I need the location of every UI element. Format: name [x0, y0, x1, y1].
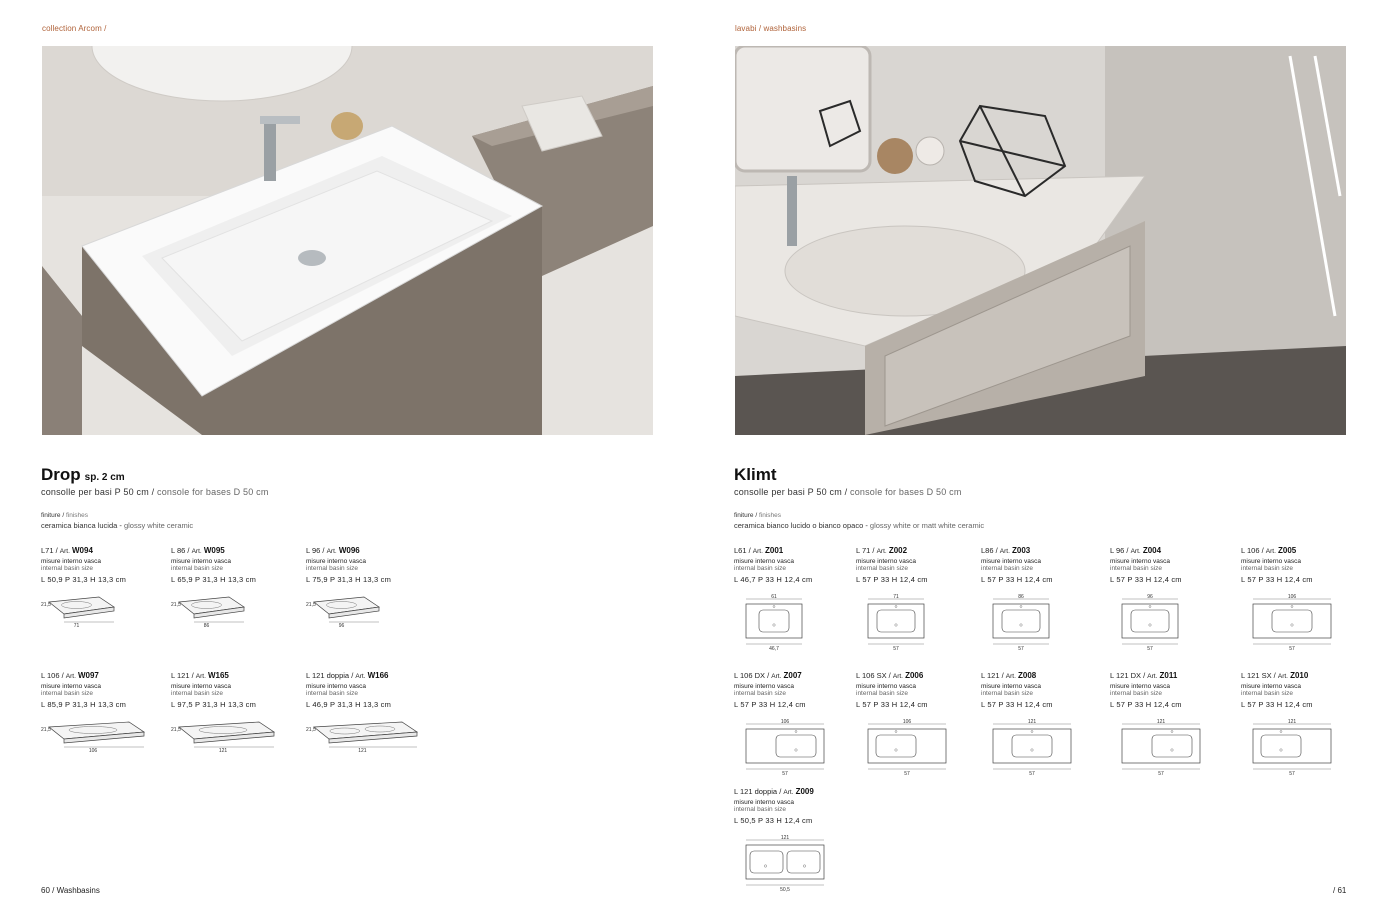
basin-width-label: 96: [1147, 594, 1153, 600]
basin-size-label: L 121 doppia: [306, 671, 350, 680]
basin-measure-en: internal basin size: [1110, 565, 1163, 572]
basin-width-label: 61: [771, 594, 777, 600]
basin-code: L 106 SX / Art. Z006: [856, 671, 924, 680]
basin-width-label: 106: [88, 748, 98, 754]
art-number: Z003: [1012, 546, 1031, 555]
basin-code: L 71 / Art. Z002: [856, 546, 908, 555]
art-number: W095: [203, 546, 225, 555]
basin-width-label: 121: [1156, 719, 1166, 725]
basin-item: [171, 671, 291, 759]
basin-width-label: 121: [358, 748, 367, 754]
photo-drop-washbasin: [42, 46, 653, 435]
basin-measure-it: misure interno vasca: [981, 683, 1041, 690]
basin-size-label: L86: [981, 546, 994, 555]
basin-item: [1241, 546, 1361, 654]
basin-drawing: [41, 719, 156, 759]
art-prefix: Art.: [771, 673, 782, 680]
basin-width-label: 121: [218, 748, 228, 754]
basin-measure-en: internal basin size: [856, 565, 909, 572]
klimt-title: [734, 465, 777, 485]
right-section-label: lavabi / washbasins: [735, 24, 807, 33]
basin-measure-it: misure interno vasca: [734, 683, 794, 690]
basin-dimensions: L 57 P 33 H 12,4 cm: [1241, 575, 1313, 584]
basin-size-label: L 106: [1241, 546, 1260, 555]
klimt-console: consolle per basi P 50 cm / console for bases D 50 cm: [734, 487, 962, 497]
basin-measure-it: misure interno vasca: [1110, 558, 1170, 565]
drop-finish-en: glossy white ceramic: [123, 521, 194, 530]
basin-depth-label: 21,5: [306, 727, 316, 733]
basin-item: [856, 671, 976, 779]
art-number: Z004: [1142, 546, 1162, 555]
basin-size-label: L 121: [981, 671, 1000, 680]
art-number: Z001: [765, 546, 784, 555]
basin-size-label: L61: [734, 546, 747, 555]
drop-console-en: console for bases D 50 cm: [157, 487, 269, 497]
basin-dimensions: L 57 P 33 H 12,4 cm: [981, 700, 1053, 709]
basin-width-label: 121: [1027, 719, 1037, 725]
basin-drawing: [1110, 594, 1210, 654]
art-prefix: Art.: [1147, 673, 1158, 680]
basin-size-label: L 121: [171, 671, 190, 680]
art-prefix: Art.: [892, 673, 903, 680]
basin-inner-label: 57: [893, 646, 899, 652]
art-number: Z006: [905, 671, 924, 680]
basin-code: L 106 DX / Art. Z007: [734, 671, 802, 680]
basin-measure-en: internal basin size: [981, 565, 1034, 572]
basin-drawing: [856, 594, 956, 654]
basin-dimensions: L 57 P 33 H 12,4 cm: [1110, 575, 1182, 584]
basin-measure-it: misure interno vasca: [856, 558, 916, 565]
basin-size-label: L 96: [1110, 546, 1125, 555]
basin-size-label: L 96: [306, 546, 321, 555]
basin-width-label: 86: [1018, 594, 1024, 600]
basin-inner-label: 57: [1018, 646, 1024, 652]
art-prefix: Art.: [65, 673, 76, 680]
basin-code: L 86 / Art. W095: [171, 546, 225, 555]
basin-measure-it: misure interno vasca: [1241, 683, 1301, 690]
art-number: W097: [77, 671, 99, 680]
art-prefix: Art.: [1277, 673, 1288, 680]
art-number: Z009: [795, 787, 814, 796]
basin-drawing: [981, 719, 1081, 779]
basin-drawing: [1110, 719, 1210, 779]
basin-depth-label: 21,5: [41, 727, 51, 733]
basin-dimensions: L 57 P 33 H 12,4 cm: [981, 575, 1053, 584]
drop-console: consolle per basi P 50 cm / console for bases D 50 cm: [41, 487, 269, 497]
drop-finish: ceramica bianca lucida - glossy white ceramic: [41, 521, 194, 530]
basin-item: [734, 787, 854, 895]
basin-item: [41, 546, 161, 634]
basin-measure-it: misure interno vasca: [856, 683, 916, 690]
drop-title-suffix: sp. 2 cm: [84, 472, 125, 483]
basin-code: L 121 SX / Art. Z010: [1241, 671, 1309, 680]
basin-drawing: [306, 594, 421, 634]
basin-dimensions: L 97,5 P 31,3 H 13,3 cm: [171, 700, 257, 709]
basin-item: [306, 671, 426, 759]
basin-measure-en: internal basin size: [306, 565, 359, 572]
basin-item: [734, 546, 854, 654]
basin-size-label: L 106: [41, 671, 60, 680]
basin-drawing: [734, 835, 834, 895]
basin-measure-en: internal basin size: [171, 565, 224, 572]
basin-dimensions: L 50,9 P 31,3 H 13,3 cm: [41, 575, 127, 584]
art-number: Z011: [1159, 671, 1178, 680]
art-prefix: Art.: [355, 673, 366, 680]
basin-size-label: L 121 doppia: [734, 787, 778, 796]
basin-measure-en: internal basin size: [856, 690, 909, 697]
art-number: W166: [367, 671, 389, 680]
left-footer: 60 / Washbasins: [41, 886, 100, 895]
basin-drawing: [306, 719, 421, 759]
basin-code: L 106 / Art. Z005: [1241, 546, 1297, 555]
basin-dimensions: L 75,9 P 31,3 H 13,3 cm: [306, 575, 392, 584]
drop-title: [41, 465, 125, 485]
basin-width-label: 71: [893, 594, 899, 600]
basin-measure-en: internal basin size: [1110, 690, 1163, 697]
basin-code: L 106 / Art. W097: [41, 671, 99, 680]
basin-size-label: L 71: [856, 546, 871, 555]
klimt-finish-head-en: finishes: [758, 512, 781, 519]
drop-finish-it: ceramica bianca lucida: [41, 521, 118, 530]
basin-size-label: L 106 SX: [856, 671, 887, 680]
basin-code: L 121 doppia / Art. W166: [306, 671, 389, 680]
basin-width-label: 106: [902, 719, 912, 725]
basin-measure-en: internal basin size: [981, 690, 1034, 697]
basin-measure-en: internal basin size: [1241, 690, 1294, 697]
basin-width-label: 86: [203, 623, 210, 629]
drop-console-it: consolle per basi P 50 cm: [41, 487, 149, 497]
klimt-console-en: console for bases D 50 cm: [850, 487, 962, 497]
basin-measure-en: internal basin size: [734, 806, 787, 813]
basin-inner-label: 46,7: [769, 646, 779, 652]
basin-drawing: [1241, 719, 1341, 779]
basin-size-label: L 86: [171, 546, 186, 555]
basin-measure-it: misure interno vasca: [306, 558, 366, 565]
basin-drawing: [1241, 594, 1341, 654]
drop-title-text: Drop: [41, 465, 81, 484]
basin-drawing: [41, 594, 156, 634]
basin-dimensions: L 46,7 P 33 H 12,4 cm: [734, 575, 813, 584]
basin-measure-it: misure interno vasca: [981, 558, 1041, 565]
art-prefix: Art.: [59, 548, 70, 555]
basin-item: [856, 546, 976, 654]
art-number: Z002: [888, 546, 908, 555]
basin-item: [41, 671, 161, 759]
basin-drawing: [856, 719, 956, 779]
art-number: Z005: [1277, 546, 1297, 555]
art-prefix: Art.: [1005, 673, 1016, 680]
klimt-finish-en: glossy white or matt white ceramic: [869, 521, 985, 530]
basin-item: [171, 546, 291, 634]
art-number: W094: [72, 546, 93, 555]
basin-inner-label: 57: [1029, 771, 1035, 777]
art-prefix: Art.: [752, 548, 763, 555]
basin-code: L 96 / Art. Z004: [1110, 546, 1162, 555]
basin-depth-label: 21,5: [41, 602, 51, 608]
basin-dimensions: L 57 P 33 H 12,4 cm: [1110, 700, 1182, 709]
basin-code: L 121 / Art. W165: [171, 671, 229, 680]
basin-inner-label: 57: [1158, 771, 1164, 777]
basin-measure-it: misure interno vasca: [734, 558, 794, 565]
basin-width-label: 121: [1287, 719, 1297, 725]
basin-measure-en: internal basin size: [734, 565, 787, 572]
basin-inner-label: 50,5: [780, 887, 790, 893]
drop-finish-head-en: finishes: [65, 512, 88, 519]
art-number: Z010: [1290, 671, 1309, 680]
basin-measure-en: internal basin size: [1241, 565, 1294, 572]
basin-size-label: L 121 SX: [1241, 671, 1272, 680]
klimt-finish-it: ceramica bianco lucido o bianco opaco: [734, 521, 864, 530]
basin-measure-it: misure interno vasca: [41, 683, 101, 690]
art-prefix: Art.: [326, 548, 337, 555]
basin-size-label: L71: [41, 546, 54, 555]
drop-finish-head-it: finiture: [41, 512, 61, 519]
basin-code: L86 / Art. Z003: [981, 546, 1031, 555]
basin-inner-label: 57: [904, 771, 910, 777]
right-footer: / 61: [1333, 886, 1347, 895]
basin-item: [734, 671, 854, 779]
basin-size-label: L 106 DX: [734, 671, 765, 680]
art-prefix: Art.: [876, 548, 887, 555]
basin-drawing: [734, 719, 834, 779]
basin-dimensions: L 57 P 33 H 12,4 cm: [856, 700, 928, 709]
basin-depth-label: 21,5: [171, 602, 181, 608]
basin-item: [1110, 671, 1230, 779]
basin-width-label: 106: [1287, 594, 1297, 600]
basin-measure-en: internal basin size: [306, 690, 359, 697]
art-number: Z008: [1017, 671, 1037, 680]
basin-measure-it: misure interno vasca: [734, 799, 794, 806]
basin-width-label: 121: [780, 835, 790, 841]
basin-inner-label: 57: [1289, 771, 1295, 777]
photo-klimt-washbasin: [735, 46, 1346, 435]
basin-code: L 121 DX / Art. Z011: [1110, 671, 1178, 680]
basin-measure-en: internal basin size: [734, 690, 787, 697]
basin-dimensions: L 85,9 P 31,3 H 13,3 cm: [41, 700, 127, 709]
basin-dimensions: L 65,9 P 31,3 H 13,3 cm: [171, 575, 257, 584]
klimt-finish-head: finiture / finishes: [734, 512, 781, 519]
art-number: W096: [338, 546, 360, 555]
basin-item: [1110, 546, 1230, 654]
art-prefix: Art.: [191, 548, 202, 555]
basin-dimensions: L 57 P 33 H 12,4 cm: [734, 700, 806, 709]
basin-item: [981, 546, 1101, 654]
basin-dimensions: L 46,9 P 31,3 H 13,3 cm: [306, 700, 392, 709]
basin-measure-en: internal basin size: [41, 690, 94, 697]
drop-finish-head: finiture / finishes: [41, 512, 88, 519]
art-prefix: Art.: [195, 673, 206, 680]
basin-drawing: [171, 719, 286, 759]
art-number: W165: [207, 671, 229, 680]
klimt-console-it: consolle per basi P 50 cm: [734, 487, 842, 497]
basin-drawing: [734, 594, 834, 654]
basin-dimensions: L 57 P 33 H 12,4 cm: [856, 575, 928, 584]
basin-code: L 96 / Art. W096: [306, 546, 360, 555]
basin-width-label: 106: [780, 719, 790, 725]
basin-measure-it: misure interno vasca: [1241, 558, 1301, 565]
basin-code: L71 / Art. W094: [41, 546, 93, 555]
basin-measure-en: internal basin size: [171, 690, 224, 697]
left-section-label: collection Arcom /: [42, 24, 107, 33]
basin-measure-it: misure interno vasca: [1110, 683, 1170, 690]
basin-width-label: 96: [338, 623, 345, 629]
basin-code: L 121 doppia / Art. Z009: [734, 787, 814, 796]
basin-measure-it: misure interno vasca: [171, 558, 231, 565]
basin-drawing: [981, 594, 1081, 654]
basin-measure-en: internal basin size: [41, 565, 94, 572]
art-prefix: Art.: [783, 789, 794, 796]
basin-size-label: L 121 DX: [1110, 671, 1141, 680]
art-prefix: Art.: [999, 548, 1010, 555]
basin-item: [306, 546, 426, 634]
basin-code: L61 / Art. Z001: [734, 546, 784, 555]
basin-item: [1241, 671, 1361, 779]
klimt-title-text: Klimt: [734, 465, 777, 484]
basin-dimensions: L 50,5 P 33 H 12,4 cm: [734, 816, 813, 825]
basin-inner-label: 57: [782, 771, 788, 777]
art-prefix: Art.: [1130, 548, 1141, 555]
basin-measure-it: misure interno vasca: [41, 558, 101, 565]
basin-dimensions: L 57 P 33 H 12,4 cm: [1241, 700, 1313, 709]
klimt-finish-head-it: finiture: [734, 512, 754, 519]
basin-width-label: 71: [73, 623, 80, 629]
basin-code: L 121 / Art. Z008: [981, 671, 1037, 680]
klimt-finish: ceramica bianco lucido o bianco opaco - glossy white or matt white ceramic: [734, 521, 985, 530]
art-number: Z007: [783, 671, 802, 680]
art-prefix: Art.: [1265, 548, 1276, 555]
basin-depth-label: 21,5: [171, 727, 181, 733]
basin-inner-label: 57: [1289, 646, 1295, 652]
basin-depth-label: 21,5: [306, 602, 316, 608]
basin-drawing: [171, 594, 286, 634]
basin-inner-label: 57: [1147, 646, 1153, 652]
basin-item: [981, 671, 1101, 779]
basin-measure-it: misure interno vasca: [171, 683, 231, 690]
basin-measure-it: misure interno vasca: [306, 683, 366, 690]
